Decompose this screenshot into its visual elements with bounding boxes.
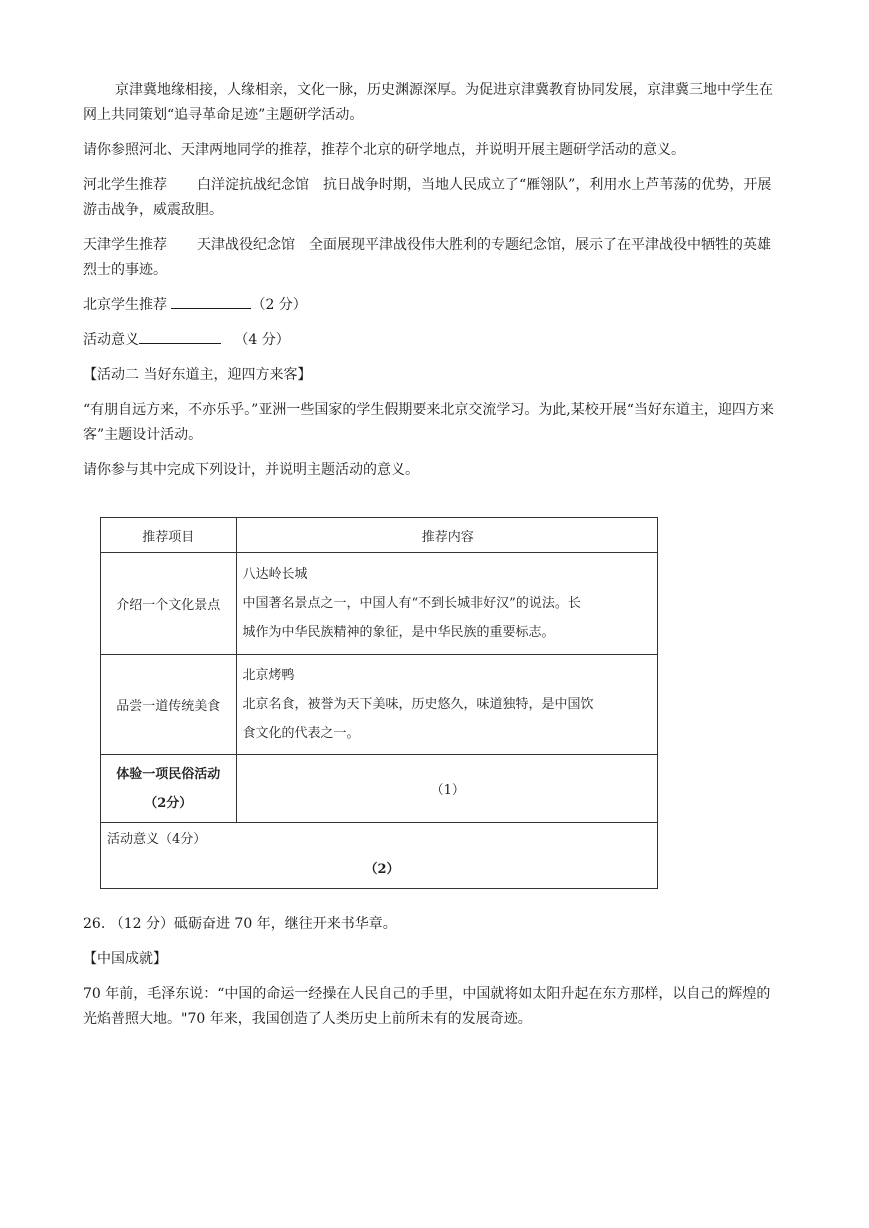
row3-item: 体验一项民俗活动 — [116, 766, 221, 782]
hebei-desc: 抗日战争时期，当地人民成立了“雁翎队”，利用水上芦苇荡的优势，开展游击战争，威震敌胆。 — [83, 177, 772, 218]
header-content: 推荐内容 — [236, 518, 657, 553]
question-26 — [83, 912, 783, 1042]
row1-content — [236, 553, 657, 655]
significance-answer-blank[interactable] — [139, 329, 221, 344]
tianjin-label: 天津学生推荐 — [83, 237, 167, 253]
significance-score: （4 分） — [234, 332, 290, 348]
hebei-place: 白洋淀抗战纪念馆 — [197, 177, 309, 193]
table-row — [101, 553, 658, 655]
q26-title: 26. （12 分）砥砺奋进 70 年，继往开来书华章。 — [83, 916, 397, 932]
document-body — [83, 78, 783, 493]
beijing-label: 北京学生推荐 — [83, 297, 167, 313]
row1-item: 介绍一个文化景点 — [101, 553, 237, 655]
activity2-instruction: 请你参与其中完成下列设计，并说明主题活动的意义。 — [83, 462, 419, 478]
significance-label: 活动意义 — [83, 332, 139, 348]
row2-line1: 北京名食，被誉为天下美味，历史悠久，味道独特，是中国饮 — [242, 697, 594, 712]
table-row — [101, 755, 658, 823]
design-table — [100, 517, 658, 889]
row4-cell — [101, 823, 658, 889]
row1-title: 八达岭长城 — [242, 567, 308, 582]
tianjin-desc: 全面展现平津战役伟大胜利的专题纪念馆，展示了在平津战役中牺牲的英雄烈士的事迹。 — [83, 237, 771, 278]
row2-item: 品尝一道传统美食 — [101, 655, 237, 755]
significance-line — [83, 328, 783, 353]
hebei-label: 河北学生推荐 — [83, 177, 167, 193]
table-header-row — [101, 518, 658, 553]
intro-instruction: 请你参照河北、天津两地同学的推荐，推荐个北京的研学地点，并说明开展主题研学活动的意义。 — [83, 142, 685, 158]
tianjin-place: 天津战役纪念馆 — [197, 237, 295, 253]
row3-item-cell — [101, 755, 237, 823]
row3-answer-area[interactable]: （1） — [236, 755, 657, 823]
beijing-score: （2 分） — [251, 297, 307, 313]
row1-line2: 城作为中华民族精神的象征，是中华民族的重要标志。 — [242, 625, 555, 640]
row2-title: 北京烤鸭 — [242, 668, 295, 683]
beijing-answer-blank[interactable] — [171, 294, 251, 309]
row3-score: （2分） — [144, 795, 193, 811]
table-row — [101, 823, 658, 889]
row2-content — [236, 655, 657, 755]
hebei-recommendation — [83, 173, 783, 223]
activity2-title: 【活动二 当好东道主，迎四方来客】 — [83, 367, 312, 383]
row4-item: 活动意义（4分） — [107, 832, 207, 847]
beijing-recommendation — [83, 293, 783, 318]
row2-line2: 食文化的代表之一。 — [242, 726, 360, 741]
q26-paragraph: 70 年前，毛泽东说：“中国的命运一经操在人民自己的手里，中国就将如太阳升起在东方那样，以自己的辉煌的光焰普照大地。"70 年来，我国创造了人类历史上前所未有的发展奇迹。 — [83, 986, 771, 1027]
row4-answer-area[interactable]: （2） — [364, 862, 400, 877]
activity2-paragraph: “有朋自远方来，不亦乐乎。”亚洲一些国家的学生假期要来北京交流学习。为此,某校开展“当好东道主，迎四方来客”主题设计活动。 — [83, 402, 774, 443]
intro-paragraph: 京津冀地缘相接，人缘相亲，文化一脉，历史渊源深厚。为促进京津冀教育协同发展，京津冀三地中学生在网上共同策划“追寻革命足迹”主题研学活动。 — [83, 82, 773, 123]
header-item: 推荐项目 — [101, 518, 237, 553]
q26-section: 【中国成就】 — [83, 951, 167, 967]
table-row — [101, 655, 658, 755]
tianjin-recommendation — [83, 233, 783, 283]
row1-line1: 中国著名景点之一，中国人有“不到长城非好汉”的说法。长 — [242, 596, 581, 611]
